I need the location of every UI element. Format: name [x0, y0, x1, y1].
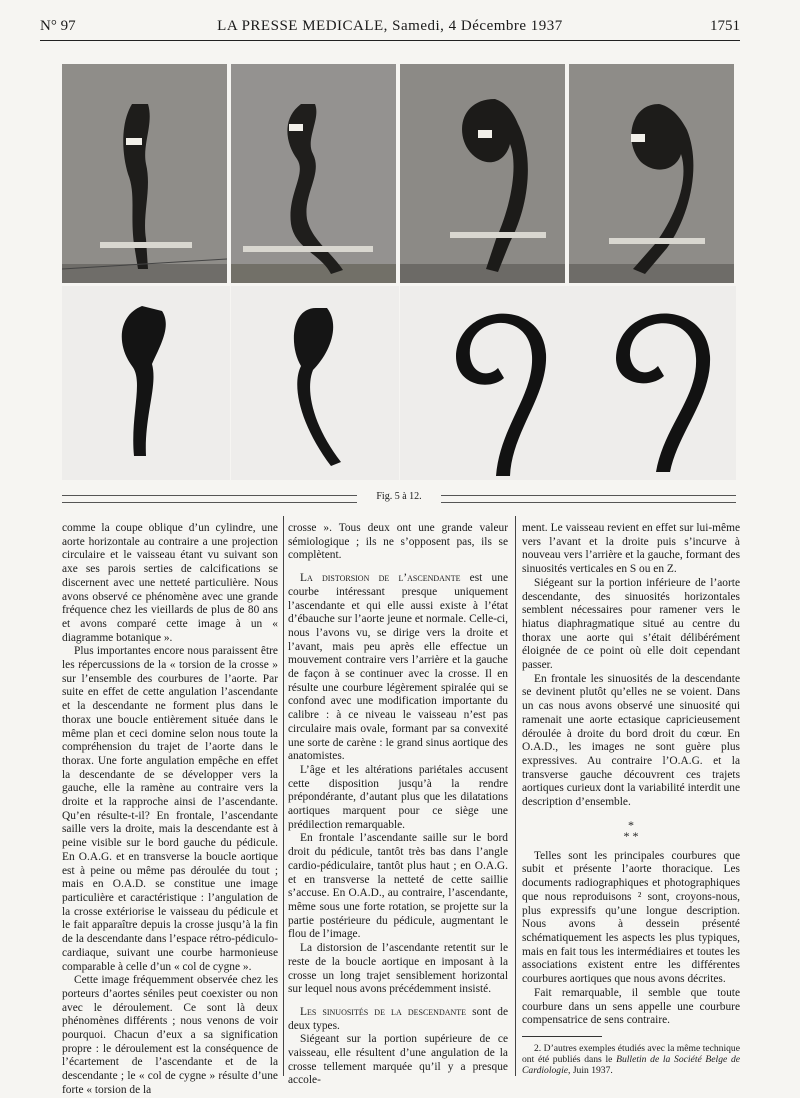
paragraph: Plus importantes encore nous paraissent être les répercussions de la « torsion de la crosse » sur l’ensemble des courbures de l’aorte. Par suite en effet de cette angulation l’ascendante et la descendante ne forment plus dans le thorax une boucle entièrement située dans le même plan et ceci domine selon nous toute la compréhension du trajet de l’aorte dans le thorax. Une forte angulation empêche en effet la descendante de se développer vers la gauche, elle la ramène au contraire vers la droite et la rapproche ainsi de l’ascendante. Qu’en résulte-t-il? En frontale, l’ascendante saille vers la droite, mais la descendante est à peine visible sur le bord gauche du pédicule. En O.A.G. et en transverse la boucle aortique est à peine ou même pas déroulée du tout ; mais en O.A.D. se constitue une image particulière et caractéristique : l’angulation de la crosse extériorise le vaisseau du pédicule et le fait apparaître depuis la crosse jusqu’à la fin de la descendante dans l’espace rétro-pédiculo-cardiaque, suivant une courbe harmonieuse comparable à celle d’un « col de cygne ».	[62, 645, 278, 973]
caption-text: Fig. 5 à 12.	[376, 491, 422, 502]
paragraph: Siégeant sur la portion inférieure de l’aorte descendante, des sinuosités horizontales semblent nécessaires pour ramener vers le hiatus diaphragmatique situé au centre du thorax une aorte qui s’était délibérément éloignée de ce point où elle doit cependant passer.	[522, 576, 740, 672]
text-column-1	[62, 522, 278, 1098]
caption-rule-right	[441, 495, 736, 503]
column-divider	[515, 516, 516, 1076]
figure-caption	[62, 492, 736, 504]
footnote-date: , Juin 1937.	[568, 1064, 613, 1076]
photo-aorta-2	[231, 64, 396, 283]
column-divider	[283, 516, 284, 1076]
text-column-3	[522, 522, 740, 1076]
paragraph: En frontale les sinuosités de la descendante se devinent plutôt qu’elles ne se voient. Dans un cas nous avons observé une sinuosité qui ramenait une aorte ectasique capricieusement déroulée à droite du bord droit du cœur. En O.A.D., les images ne sont guère plus expressives. Au contraire l’O.A.G. et la transverse gauche découvrent ces trajets aortiques curieux dont la variabilité interdit une description d’ensemble.	[522, 672, 740, 809]
page-header	[40, 18, 740, 40]
paragraph: Siégeant sur la portion supérieure de ce vaisseau, elle résultent d’une angulation de la crosse tellement marquée qu’il y a presque accole-	[288, 1033, 508, 1087]
paragraph	[288, 1006, 508, 1033]
journal-title: LA PRESSE MEDICALE, Samedi, 4 Décembre 1937	[217, 18, 563, 34]
text-column-2	[288, 522, 508, 1088]
photo-aorta-3	[400, 64, 565, 283]
paragraph: La distorsion de l’ascendante retentit sur le reste de la boucle aortique en imposant à la crosse un long trajet sensiblement horizontal sur lequel nous avons précédemment insisté.	[288, 942, 508, 996]
footnote-journal: Bulletin de la Société Belge de Cardiologie	[522, 1053, 741, 1076]
page-number: 1751	[710, 18, 740, 34]
section-heading: Les sinuosités de la descendante	[300, 1005, 467, 1018]
paragraph-text: sont de deux types.	[288, 1005, 508, 1032]
section-heading: La distorsion de l’ascendante	[300, 572, 461, 585]
paragraph: ment. Le vaisseau revient en effet sur lui-même vers l’avant et la droite puis s’incurve à nouveau vers l’arrière et la gauche, formant des sinuosités verticales en S ou en Z.	[522, 522, 740, 576]
spacer	[288, 563, 508, 572]
radiograph-aorta-1	[62, 286, 230, 480]
spacer	[288, 997, 508, 1006]
photo-aorta-1	[62, 64, 227, 283]
header-rule	[40, 40, 740, 41]
radiograph-aorta-3	[400, 286, 568, 480]
paragraph: crosse ». Tous deux ont une grande valeur sémiologique ; ils ne s’opposent pas, ils se complètent.	[288, 522, 508, 562]
radiograph-aorta-2	[231, 286, 399, 480]
paragraph	[288, 572, 508, 764]
paragraph: L’âge et les altérations pariétales accusent cette disposition jusqu’à la rendre prépondérante, d’autant plus que les dilatations aortiques marquent pour ce siège une prédilection remarquable.	[288, 763, 508, 831]
issue-number: N° 97	[40, 18, 76, 34]
paragraph: Cette image fréquemment observée chez les porteurs d’aortes séniles peut coexister ou non avec le déroulement. Ce sont là deux phénomènes différents ; nous venons de voir pourquoi. Chacun d’eux a sa signification propre : le déroulement est la conséquence de l’écartement de l’ascendante et de la descendante ; le « col de cygne » résulte d’une forte « torsion de la	[62, 974, 278, 1096]
paragraph-text: est une courbe intéressant presque uniquement l’ascendante et qui elle aussi existe à l’état d’ébauche sur l’aorte jeune et normale. Celle-ci, nous l’avons vu, se dirige vers la droite et l’avant, mais peu après elle effectue un mouvement contraire vers l’arrière et la gauche de façon à se continuer avec la crosse. Il en résulte une courbure légèrement spiralée qui se confond avec une modification importante du calibre : à ce niveau le vaisseau n’est pas circulaire mais ovale, formant par sa convexité une sorte de carène : le grand sinus aortique des anatomistes.	[288, 572, 508, 763]
radiograph-aorta-4	[568, 286, 736, 480]
paragraph: Fait remarquable, il semble que toute courbure dans un sens appelle une courbure compensatrice de sens contraire.	[522, 986, 740, 1027]
figure-plate	[62, 64, 736, 480]
photo-aorta-4	[569, 64, 734, 283]
footnote	[522, 1043, 740, 1076]
paragraph: En frontale l’ascendante saille sur le bord droit du pédicule, tantôt très bas dans l’angle cardio-pédiculaire, tantôt plus haut ; en O.A.G. et en transverse la netteté de cette saillie s’accuse. En O.A.D., au contraire, l’ascendante, même sous une forte rotation, se projette sur la partie postérieure du pédicule, augmentant le flou de l’image.	[288, 832, 508, 941]
paragraph: Telles sont les principales courbures que subit et présente l’aorte thoracique. Les documents radiographiques et photographiques que nous reproduisons ² sont, croyons-nous, plus expressifs qu’une longue description. Nous avons à dessein présenté schématiquement les aspects les plus typiques, mais en fait tous les intermédiaires et toutes les associations existent entre les différentes courbures aortiques que nous avons décrites.	[522, 849, 740, 986]
section-stars: * * *	[623, 817, 639, 843]
footnote-rule	[522, 1036, 602, 1037]
footnote-text: 2. D’autres exemples étudiés avec la même technique ont été publiés dans le	[522, 1042, 740, 1065]
paragraph: comme la coupe oblique d’un cylindre, une aorte horizontale au contraire a une projection circulaire et le vaisseau étant vu suivant son axe ses parois serties de calcifications se discernent avec une netteté particulière. Nous avons observé ce phénomène avec une grande fréquence chez les vieillards de plus de 80 ans et avons comparé cette image à un « diagramme botanique ».	[62, 522, 278, 644]
